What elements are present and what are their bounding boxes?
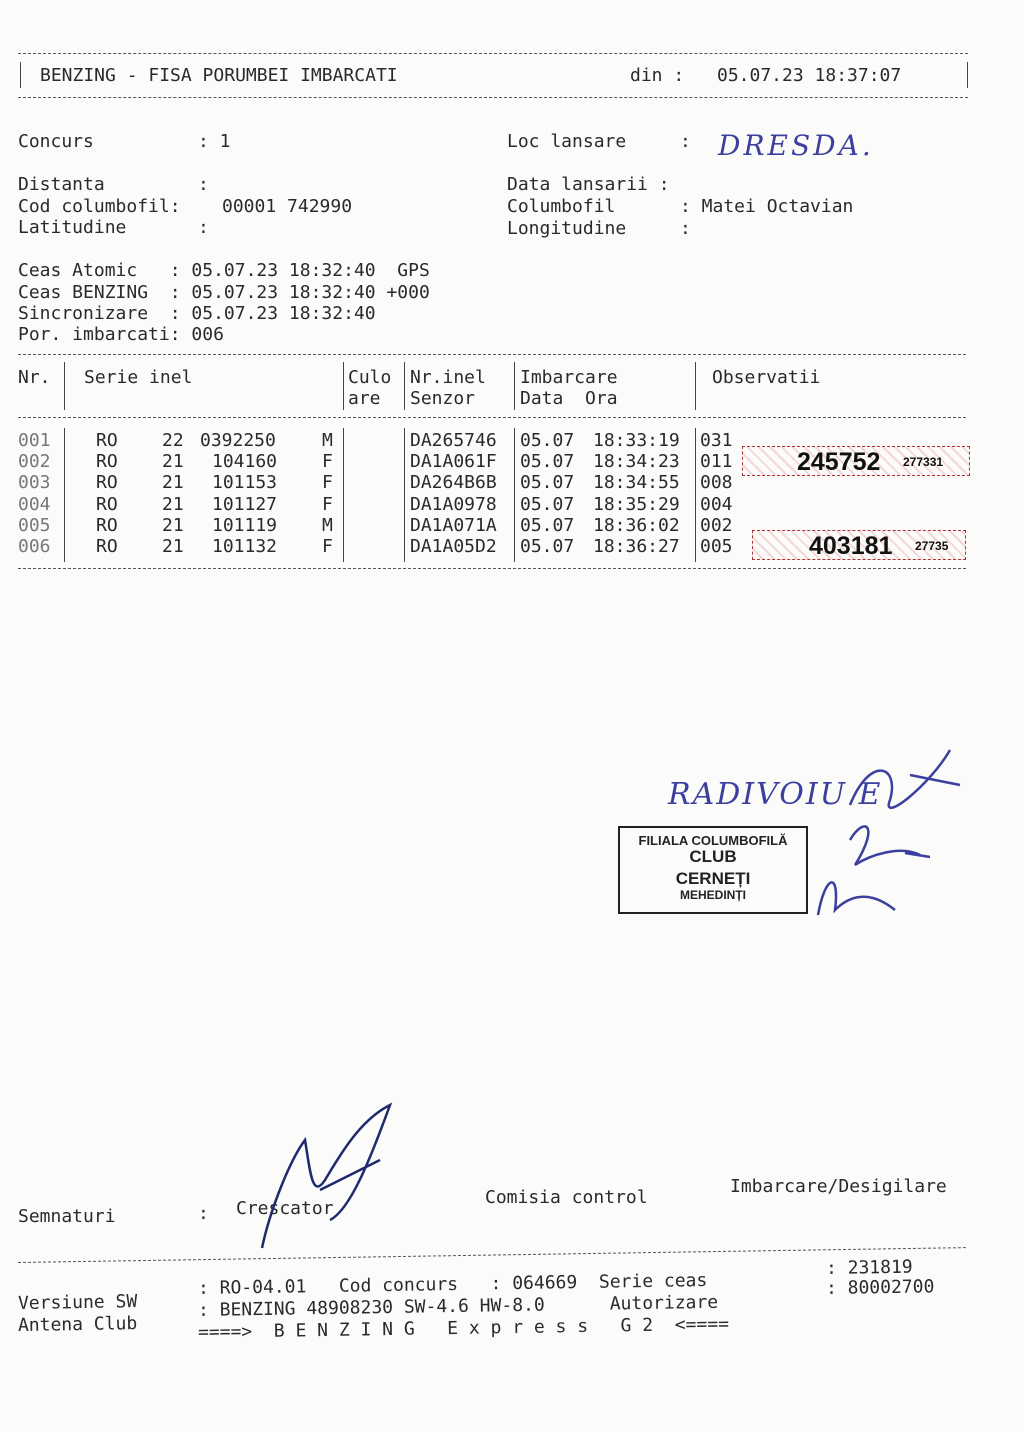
- col-sep-1: [64, 362, 65, 410]
- col-sep-3: [404, 362, 405, 410]
- th-serie-inel: Serie inel: [84, 367, 193, 388]
- row-time: 18:36:02: [593, 514, 680, 536]
- row-year: 21: [162, 472, 184, 494]
- table-header-rule: [18, 417, 966, 418]
- comisia-control-label: Comisia control: [485, 1187, 648, 1208]
- row-country: RO: [96, 430, 118, 451]
- cod-columbofil-label: Cod columbofil:: [18, 196, 181, 217]
- row-obs: 031: [700, 430, 733, 451]
- cod-columbofil-value: 00001 742990: [222, 196, 353, 217]
- columbofil-label: Columbofil: [507, 196, 616, 217]
- row-sex: M: [322, 430, 333, 451]
- document-title: BENZING - FISA PORUMBEI IMBARCATI: [40, 65, 398, 86]
- stamp-line-3: CERNEȚI: [675, 869, 751, 888]
- row-obs: 004: [700, 493, 733, 515]
- row-country: RO: [96, 451, 118, 473]
- loc-lansare-colon: :: [680, 131, 691, 152]
- ring-sticker-2: [752, 530, 966, 560]
- row-date: 05.07: [520, 451, 575, 473]
- row-year: 21: [162, 514, 184, 536]
- row-country: RO: [96, 472, 118, 494]
- latitudine-colon: :: [198, 217, 209, 238]
- row-obs: 002: [700, 514, 733, 536]
- row-date: 05.07: [520, 536, 575, 557]
- th-imbarcare-2: Data Ora: [520, 388, 618, 409]
- sticker-2-number: 403181: [809, 532, 893, 560]
- stamp-line-1: FILIALA COLUMBOFILĂ: [638, 833, 788, 848]
- data-lansarii-label: Data lansarii :: [507, 174, 670, 195]
- body-sep-2: [343, 428, 344, 562]
- ceas-benzing: Ceas BENZING : 05.07.23 18:32:40 +000: [18, 282, 430, 303]
- row-country: RO: [96, 536, 118, 557]
- row-sex: F: [322, 472, 333, 494]
- row-time: 18:33:19: [593, 430, 680, 451]
- row-country: RO: [96, 493, 118, 515]
- th-observatii: Observatii: [712, 367, 821, 388]
- body-sep-5: [695, 428, 696, 562]
- header-left-edge: [20, 62, 21, 88]
- stamp-line-2: CLUB: [689, 847, 737, 866]
- row-sensor: DA264B6B: [410, 472, 497, 494]
- th-imbarcare-1: Imbarcare: [520, 367, 618, 388]
- row-obs: 011: [700, 451, 733, 473]
- handwritten-radivoi: RADIVOIU E: [668, 777, 883, 812]
- header-din-label: din :: [630, 65, 685, 86]
- club-stamp: [618, 826, 808, 914]
- sticker-2-code: 27735: [915, 539, 949, 553]
- th-nr-inel-2: Senzor: [410, 388, 476, 409]
- longitudine-colon: :: [680, 218, 691, 239]
- ceas-atomic: Ceas Atomic : 05.07.23 18:32:40 GPS: [18, 260, 430, 281]
- antena-club-label: Antena Club: [17, 1313, 138, 1336]
- row-sensor: DA1A061F: [410, 451, 497, 473]
- row-sex: M: [322, 514, 333, 536]
- row-date: 05.07: [520, 472, 575, 494]
- row-sex: F: [322, 493, 333, 515]
- ring-sticker-1: [742, 446, 970, 476]
- sincronizare: Sincronizare : 05.07.23 18:32:40: [18, 303, 376, 324]
- row-nr: 006: [18, 536, 51, 557]
- crescator-label: Crescator: [236, 1198, 334, 1219]
- columbofil-value: : Matei Octavian: [680, 196, 854, 217]
- crescator-signature: [250, 1100, 400, 1260]
- row-nr: 002: [18, 451, 51, 473]
- footer-rule-1: [18, 1247, 966, 1263]
- row-date: 05.07: [520, 430, 575, 451]
- row-sensor: DA265746: [410, 430, 497, 451]
- col-sep-4: [514, 362, 515, 410]
- row-nr: 004: [18, 493, 51, 515]
- col-sep-2: [343, 362, 344, 410]
- body-sep-3: [404, 428, 405, 562]
- longitudine-label: Longitudine: [507, 218, 627, 239]
- loc-lansare-handwritten: DRESDA.: [718, 129, 874, 162]
- footer-autorizare-value: : 80002700: [825, 1276, 935, 1299]
- row-sex: F: [322, 536, 333, 557]
- row-time: 18:34:55: [593, 472, 680, 494]
- semnaturi-colon: :: [198, 1203, 209, 1224]
- header-right-edge: [967, 62, 968, 88]
- loc-lansare-label: Loc lansare: [507, 131, 627, 152]
- row-serial: 101132: [212, 536, 278, 557]
- header-datetime: 05.07.23 18:37:07: [717, 65, 902, 86]
- row-sensor: DA1A0978: [410, 493, 497, 515]
- footer-serie-ceas-value: : 231819: [825, 1256, 913, 1279]
- header-top-rule: [18, 53, 968, 54]
- footer-line-2: : BENZING 48908230 SW-4.6 HW-8.0 Autorizare: [197, 1291, 719, 1321]
- row-serial: 101127: [212, 493, 278, 515]
- row-time: 18:35:29: [593, 493, 680, 515]
- th-culoare-1: Culo: [348, 367, 392, 388]
- row-date: 05.07: [520, 514, 575, 536]
- row-serial: 0392250: [200, 430, 276, 451]
- row-year: 21: [162, 451, 184, 473]
- th-nr: Nr.: [18, 367, 51, 388]
- row-time: 18:34:23: [593, 451, 680, 473]
- row-year: 21: [162, 493, 184, 515]
- footer-line-1: : RO-04.01 Cod concurs : 064669 Serie ceas: [197, 1270, 708, 1299]
- row-time: 18:36:27: [593, 536, 680, 557]
- row-serial: 101119: [212, 514, 278, 536]
- sticker-1-code: 277331: [903, 455, 944, 469]
- th-nr-inel-1: Nr.inel: [410, 367, 486, 388]
- col-sep-5: [695, 362, 696, 410]
- row-sensor: DA1A071A: [410, 514, 497, 536]
- row-sensor: DA1A05D2: [410, 536, 497, 557]
- body-sep-1: [64, 428, 65, 562]
- body-sep-4: [514, 428, 515, 562]
- row-nr: 005: [18, 514, 51, 536]
- concurs-label: Concurs: [18, 131, 94, 152]
- row-year: 22: [162, 430, 184, 451]
- row-date: 05.07: [520, 493, 575, 515]
- row-obs: 005: [700, 536, 733, 557]
- concurs-value: : 1: [198, 131, 231, 152]
- row-sex: F: [322, 451, 333, 473]
- row-country: RO: [96, 514, 118, 536]
- header-bottom-rule: [18, 97, 968, 98]
- distanta-label: Distanta: [18, 174, 105, 195]
- row-nr: 003: [18, 472, 51, 494]
- sticker-1-number: 245752: [797, 448, 881, 476]
- row-serial: 104160: [212, 451, 278, 473]
- stamp-line-4: MEHEDINȚI: [680, 888, 746, 902]
- table-bottom-rule: [18, 568, 966, 569]
- table-top-rule: [18, 354, 966, 355]
- row-nr: 001: [18, 430, 51, 451]
- semnaturi-label: Semnaturi: [18, 1206, 116, 1227]
- row-serial: 101153: [212, 472, 278, 494]
- row-obs: 008: [700, 472, 733, 494]
- row-year: 21: [162, 536, 184, 557]
- latitudine-label: Latitudine: [18, 217, 127, 238]
- benzing-express-banner: ====> B E N Z I N G E x p r e s s G 2 <====: [197, 1313, 730, 1343]
- imbarcare-desigilare-label: Imbarcare/Desigilare: [730, 1176, 947, 1197]
- th-culoare-2: are: [348, 388, 381, 409]
- committee-signatures: [810, 745, 970, 925]
- porumbei-imbarcati: Por. imbarcati: 006: [18, 324, 224, 345]
- distanta-colon: :: [198, 174, 209, 195]
- versiune-sw-label: Versiune SW: [17, 1291, 138, 1314]
